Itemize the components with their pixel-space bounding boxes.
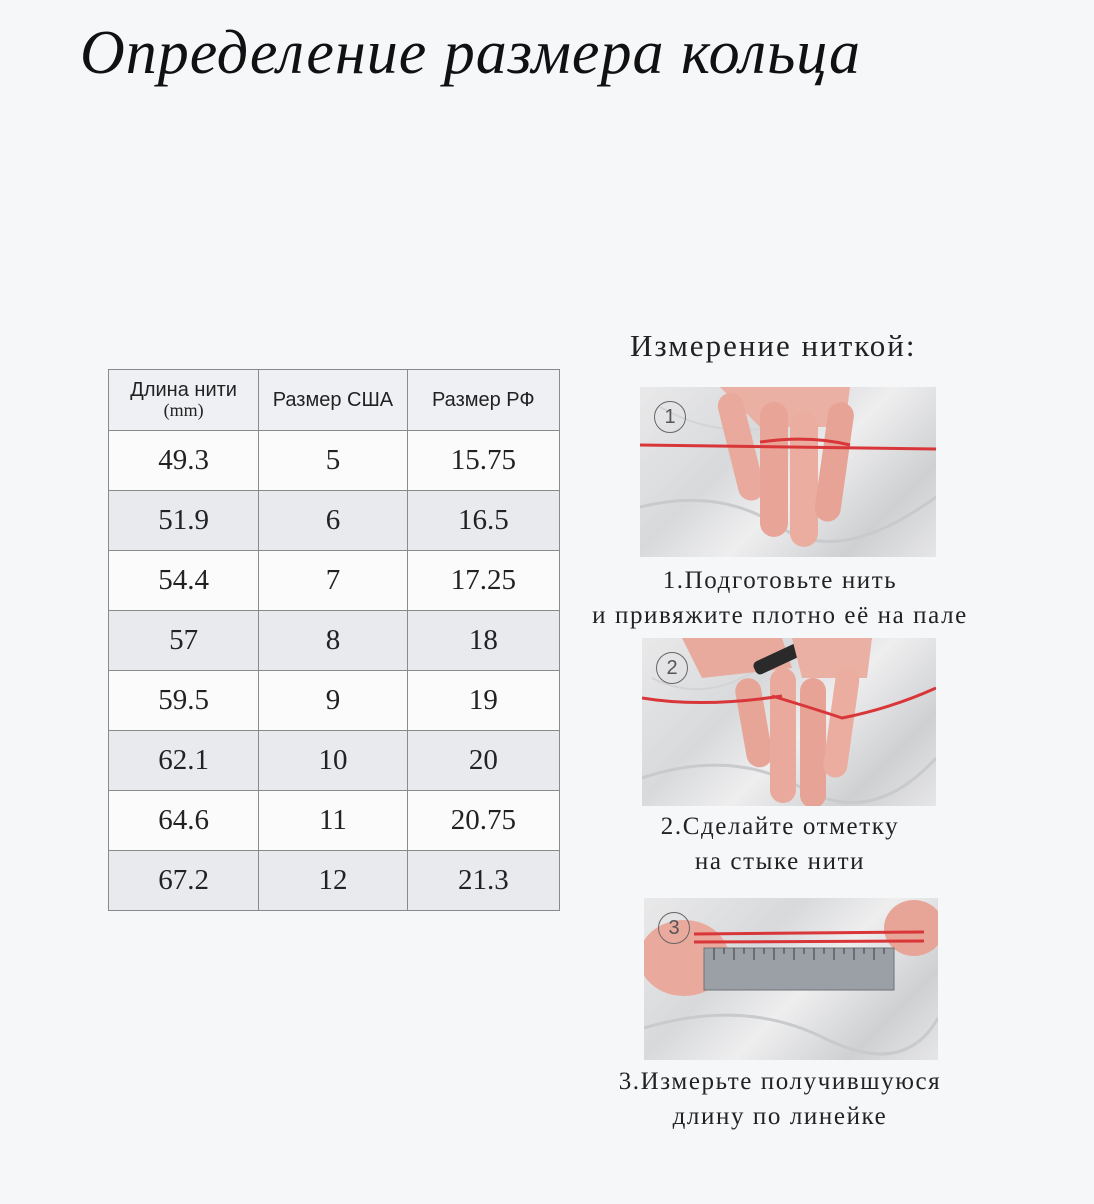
cell-length: 62.1: [109, 731, 259, 791]
step-1-caption-line2: и привяжите плотно её на пале: [592, 602, 968, 629]
cell-length: 57: [109, 611, 259, 671]
header-us-size: Размер США: [259, 370, 407, 431]
cell-length: 59.5: [109, 671, 259, 731]
cell-us-size: 12: [259, 851, 407, 911]
cell-ru-size: 20: [407, 731, 559, 791]
cell-us-size: 6: [259, 491, 407, 551]
header-thread-length: [109, 370, 259, 431]
table-row: [109, 611, 560, 671]
cell-us-size: 5: [259, 431, 407, 491]
step-3-caption-line2: длину по линейке: [672, 1103, 888, 1130]
step-2-caption-line1: 2.Сделайте отметку: [660, 813, 900, 840]
step-1-caption-line1: 1.Подготовьте нить: [662, 567, 898, 594]
step-2-photo: [642, 638, 936, 806]
page-title: Определение размера кольца: [80, 19, 862, 87]
method-title: Измерение ниткой:: [630, 328, 917, 363]
cell-length: 54.4: [109, 551, 259, 611]
cell-length: 67.2: [109, 851, 259, 911]
cell-us-size: 10: [259, 731, 407, 791]
ring-size-table: [108, 369, 560, 911]
header-ru-size: Размер РФ: [407, 370, 559, 431]
cell-length: 49.3: [109, 431, 259, 491]
table-row: [109, 551, 560, 611]
table-row: [109, 491, 560, 551]
step-1-caption: [560, 563, 1000, 633]
cell-ru-size: 15.75: [407, 431, 559, 491]
table-row: [109, 731, 560, 791]
step-3-caption: [560, 1064, 1000, 1134]
cell-ru-size: 16.5: [407, 491, 559, 551]
step-number-badge: 2: [656, 652, 688, 684]
cell-ru-size: 19: [407, 671, 559, 731]
cell-ru-size: 17.25: [407, 551, 559, 611]
table-row: [109, 791, 560, 851]
step-number-badge: 1: [654, 401, 686, 433]
step-2-caption-line2: на стыке нити: [694, 848, 866, 875]
cell-ru-size: 20.75: [407, 791, 559, 851]
cell-us-size: 11: [259, 791, 407, 851]
header-thread-length-label: Длина нити: [130, 379, 237, 402]
cell-length: 51.9: [109, 491, 259, 551]
step-3-photo: [644, 898, 938, 1060]
cell-ru-size: 18: [407, 611, 559, 671]
cell-length: 64.6: [109, 791, 259, 851]
cell-us-size: 7: [259, 551, 407, 611]
step-number-badge: 3: [658, 912, 690, 944]
table-header-row: [109, 370, 560, 431]
header-thread-length-unit: (mm): [163, 400, 204, 421]
cell-us-size: 9: [259, 671, 407, 731]
step-1-photo: [640, 387, 936, 557]
step-2-caption: [560, 809, 1000, 879]
table-row: [109, 671, 560, 731]
step-3-caption-line1: 3.Измерьте получившуюся: [618, 1068, 942, 1095]
cell-us-size: 8: [259, 611, 407, 671]
table-row: [109, 431, 560, 491]
table-row: [109, 851, 560, 911]
cell-ru-size: 21.3: [407, 851, 559, 911]
